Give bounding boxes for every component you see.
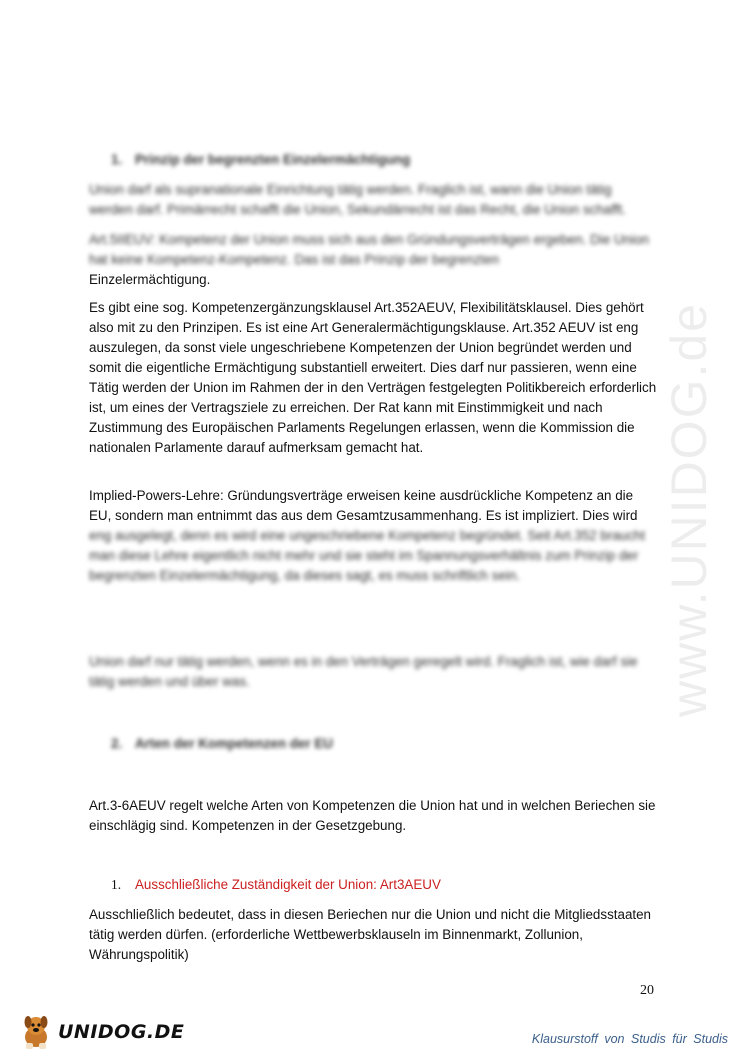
blurred-paragraph-2: Art.5IIEUV: Kompetenz der Union muss sich aus den Gründungsverträgen ergeben. Die Union hat keine Kompetenz-Kompetenz. Das ist das Prinzip der begrenzten: [89, 232, 649, 267]
section-2-paragraph-2: Ausschließlich bedeutet, dass in diesen Beriechen nur die Union und nicht die Mitgliedsstaaten tätig werden dürfen. (erforderliche Wettbewerbsklauseln im Binnenmarkt, Zollunion, Währungspolitik): [89, 907, 652, 962]
blurred-paragraph-1: Union darf als supranationale Einrichtung tätig werden. Fraglich ist, wann die Union tätig werden darf. Primärrecht schafft die Union, Sekundärrecht ist das Recht, die Union schafft.: [89, 182, 626, 217]
paragraph-2: [89, 230, 659, 290]
section-1-title: Prinzip der begrenzten Einzelermächtigung: [135, 152, 411, 167]
watermark: www.UNIDOG.de: [661, 302, 717, 718]
paragraph-3: Es gibt eine sog. Kompetenzergänzungsklausel Art.352AEUV, Flexibilitätsklausel. Dies gehört also mit zu den Prinzipen. Es ist eine Art Generalermächtigungsklause. Art.352 AEUV ist eng auszulegen, da sonst viele ungeschriebene Kompetenzen der Union begründet werden und somit die eigentliche Ermächtigung substantiell erweitert. Dies darf nur passieren, wenn eine Tätig werden der Union im Rahmen der in den Verträgen festgelegten Politikbereich erforderlich ist, um eines der Vertragsziele zu erreichen. Der Rat kann mit Einstimmigkeit und nach Zustimmung des Europäischen Parlaments Regelungen erlassen, wenn die Kommission die nationalen Parlamente darauf aufmerksam gemacht hat.: [89, 300, 657, 455]
section-2-title: Arten der Kompetenzen der EU: [135, 736, 333, 751]
section-2-number: 2.: [111, 736, 123, 751]
paragraph-4: [89, 486, 659, 586]
paragraph-4-clear: Implied-Powers-Lehre: Gründungsverträge erweisen keine ausdrückliche Kompetenz an die EU, sondern man entnimmt das aus dem Gesamtzusammenhang. Es ist impliziert. Dies wird: [89, 488, 638, 523]
page-number: 20: [640, 983, 654, 998]
subsection-number: 1.: [111, 877, 122, 892]
section-1-number: 1.: [111, 152, 123, 167]
footer-text: Klausurstoff von Studis für Studis: [531, 1032, 728, 1046]
section-2-paragraph-1: Art.3-6AEUV regelt welche Arten von Kompetenzen die Union hat und in welchen Beriechen sie einschlägig sind. Kompetenzen in der Gesetzgebung.: [89, 798, 656, 833]
dog-icon: [20, 1013, 54, 1051]
section-2-heading: [111, 734, 681, 754]
paragraph-4-blurred: eng ausgelegt, denn es wird eine ungeschriebene Kompetenz begründet. Seit Art.352 braucht man diese Lehre eigentlich nicht mehr und sie steht im Spannungsverhältnis zum Prinzip der begrenzten Einzelermächtigung, da dieses sagt, es muss schriftlich sein.: [89, 528, 646, 583]
subsection-heading: [111, 875, 681, 895]
subsection-title: Ausschließliche Zuständigkeit der Union: Art3AEUV: [135, 877, 441, 892]
section-1-heading: [111, 150, 681, 170]
logo-text: UNIDOG.DE: [58, 1021, 185, 1043]
blurred-paragraph-5: Union darf nur tätig werden, wenn es in den Verträgen geregelt wird. Fraglich ist, wie darf sie tätig werden und über was.: [89, 654, 638, 689]
unidog-logo: [20, 1012, 190, 1052]
paragraph-2-end: Einzelermächtigung.: [89, 272, 211, 287]
